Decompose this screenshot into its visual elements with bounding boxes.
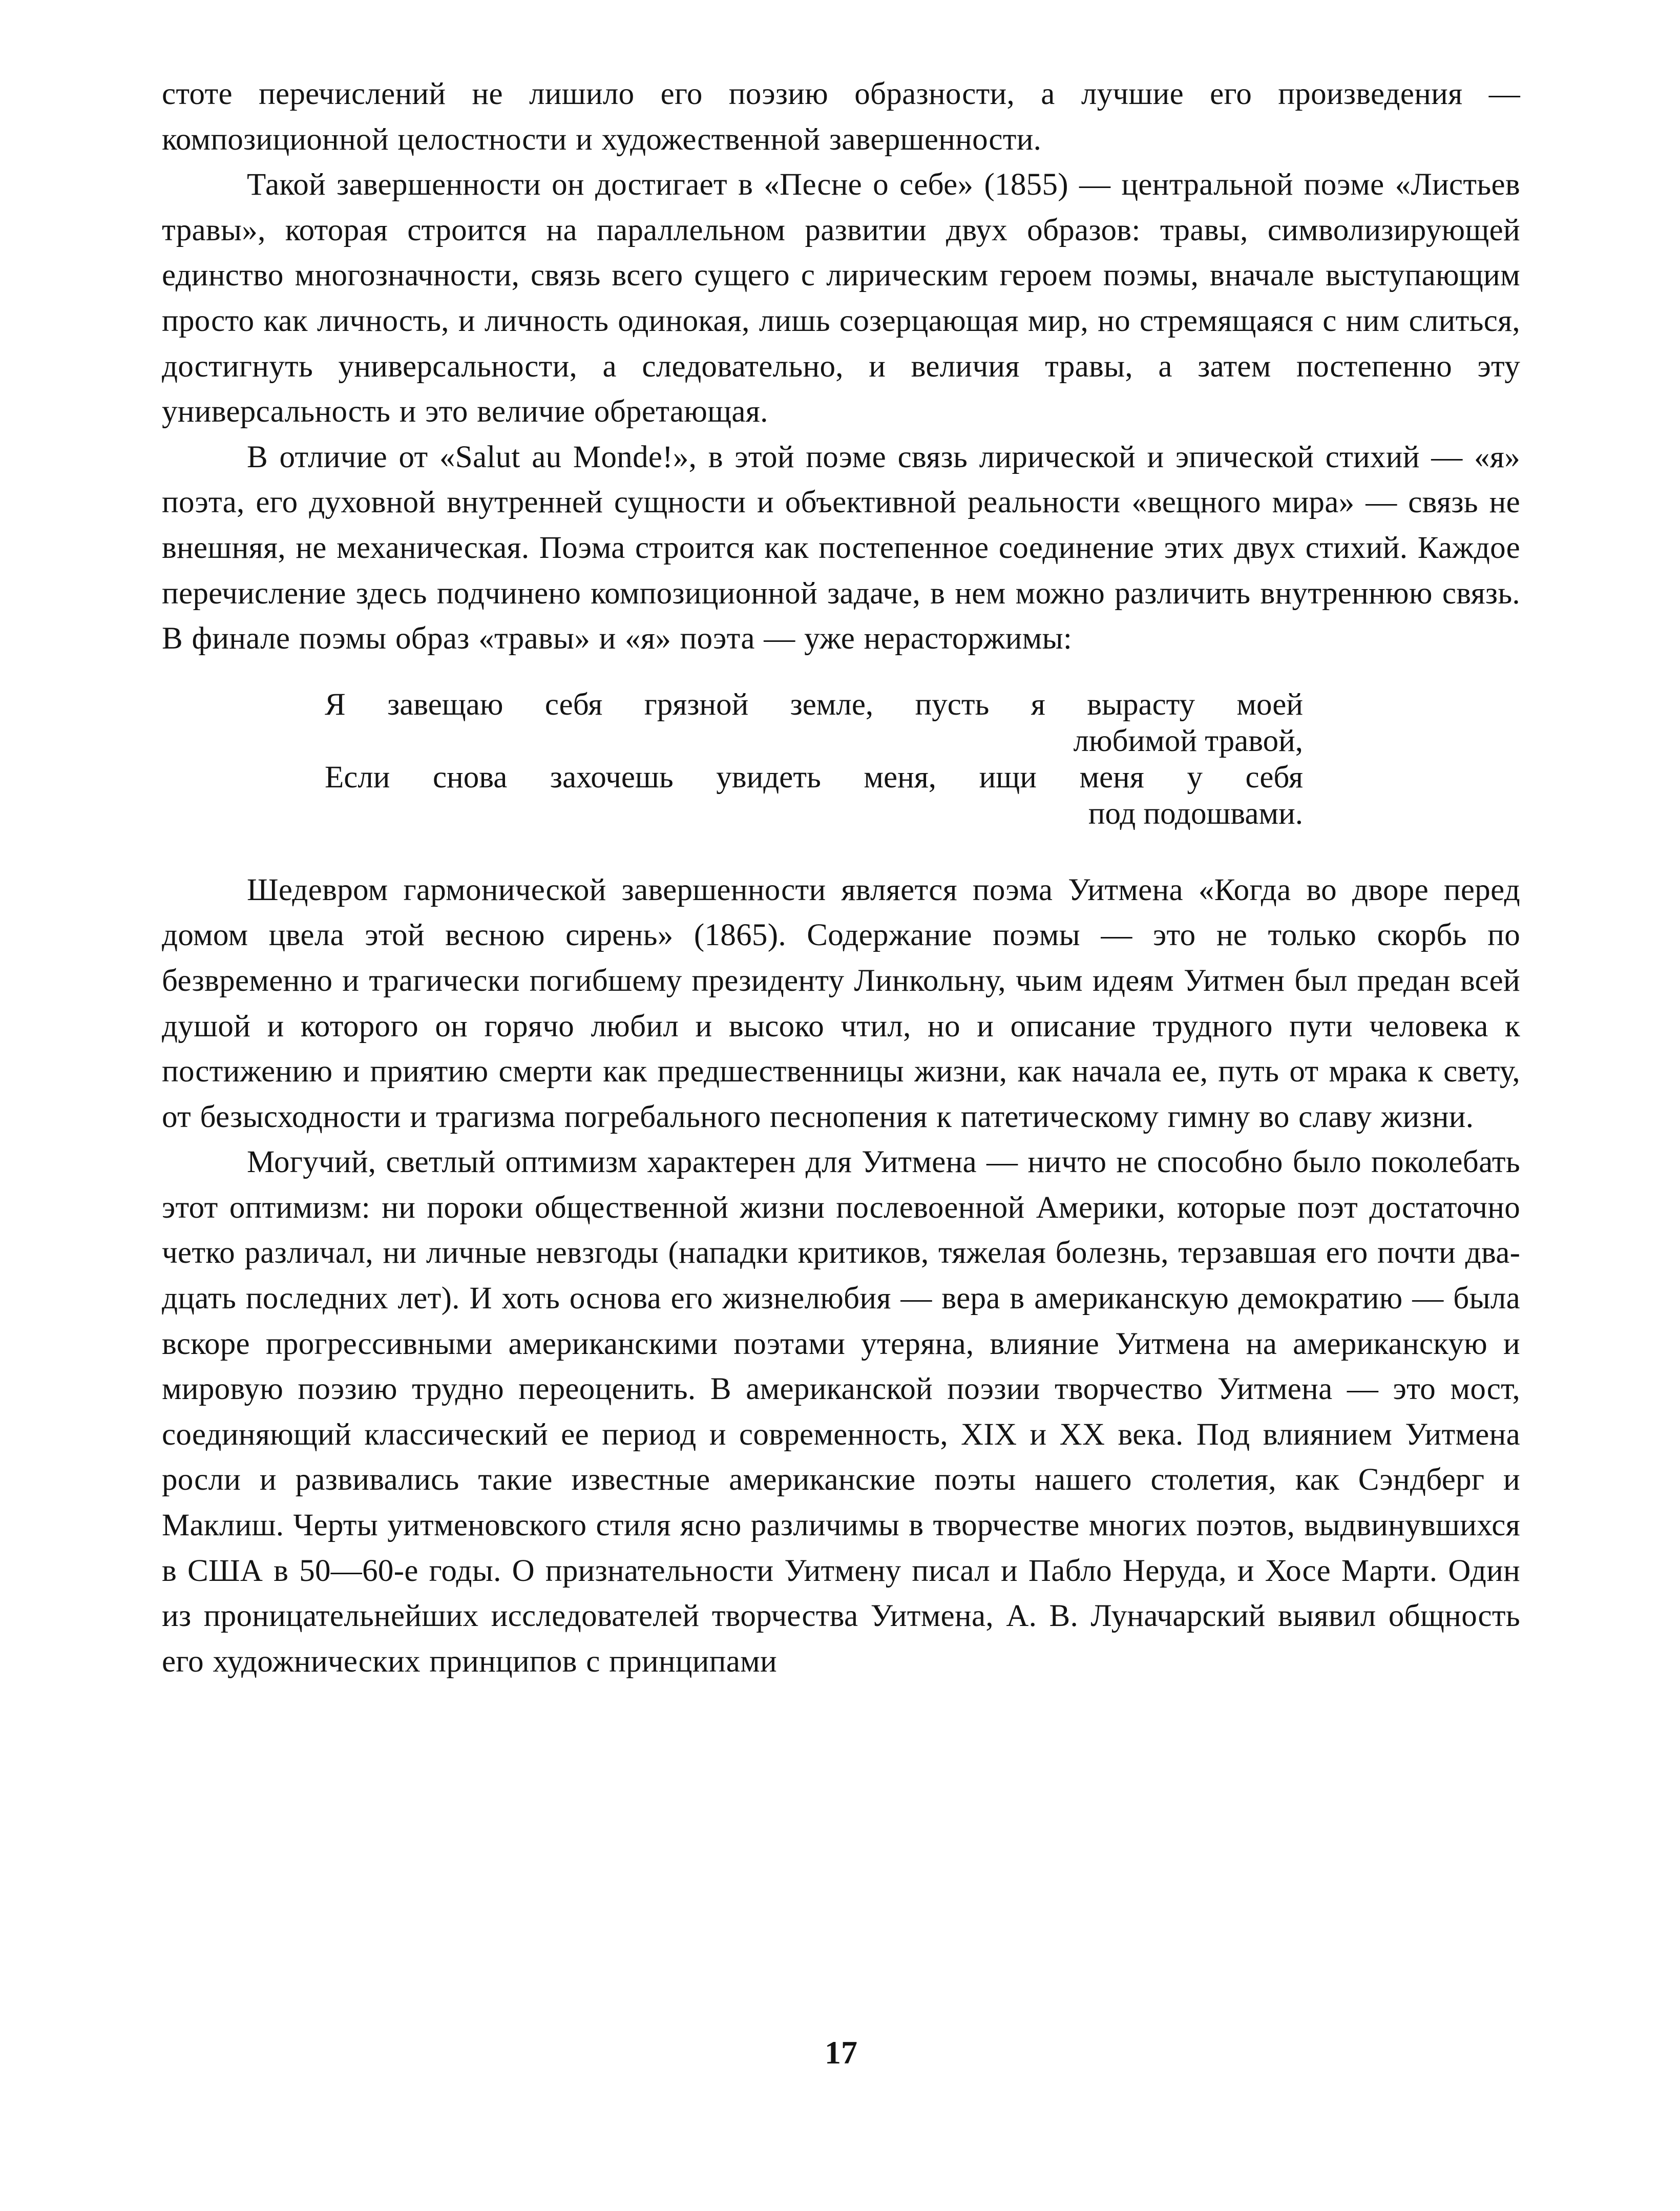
paragraph-lilacs: Шедевром гармонической завершенности является поэма Уитмена «Когда во дворе перед домом цвела этой весною сирень» (1865). Содержание поэмы — это не только скорбь по безвременно и трагически погибшему президенту Линкольну, чьим идеям Уитмен был предан всей душой и которого он горячо любил и высоко чтил, но и описание трудного пути человека к постижению и приятию смерти как предшественницы жизни, как начала ее, путь от мрака к свету, от безысходности и трагизма погребального песнопения к патетическому гимну во славу жизни. xyxy=(162,872,1520,1134)
paragraph-song-of-myself: Такой завершенности он достигает в «Песне о себе» (1855) — центральной поэме «Листьев травы», которая строится на параллельном развитии двух образов: травы, символизирующей единство многозначности, связь всего сущего с лирическим героем поэмы, вначале выступающим просто как личность, и личность одинокая, лишь созерцающая мир, но стремящаяся с ним слиться, достигнуть универсальности, а следовательно, и величия травы, а затем постепенно эту универсальность и это величие обретающая. xyxy=(162,168,1520,429)
page-number: 17 xyxy=(825,2034,857,2071)
verse-line-continuation: любимой травой, xyxy=(1073,723,1303,758)
book-page xyxy=(162,72,1520,2172)
paragraph-salut-au-monde: В отличие от «Salut au Monde!», в этой поэме связь лирической и эпической стихий — «я» поэта, его духовной внутренней сущности и объективной реальности «вещного мира» — связь не внешняя, не механическая. Поэма строится как постепенное соединение этих двух стихий. Каждое перечисление здесь подчинено композиционной задаче, в нем можно различить внутреннюю связь. В финале поэмы образ «травы» и «я» поэта — уже нерасторжимы: xyxy=(162,440,1520,656)
verse-line: Я завещаю себя грязной земле, пусть я вырасту моей xyxy=(325,687,1303,722)
verse-line-continuation: под подошвами. xyxy=(1088,796,1303,831)
verse-quote xyxy=(325,686,1303,832)
verse-line: Если снова захочешь увидеть меня, ищи меня у себя xyxy=(325,760,1303,795)
paragraph-continuation: стоте перечислений не лишило его поэзию образности, а лучшие его произведения — композиционной целостности и художественной завершенности. xyxy=(162,77,1520,157)
paragraph-optimism: Могучий, светлый оптимизм характерен для Уитмена — ничто не способно было поколебать этот оптимизм: ни пороки общественной жизни послевоенной Америки, которые поэт достаточно четко различал, ни личные невзгоды (нападки критиков, тяжелая болезнь, терзавшая его почти двадцать последних лет). И хоть основа его жизнелюбия — вера в американскую демократию — была вскоре прогрессивными американскими поэтами утеряна, влияние Уитмена на американскую и мировую поэзию трудно переоценить. В американской поэзии творчество Уитмена — это мост, соединяющий классический ее период и современность, XIX и XX века. Под влиянием Уитмена росли и развивались такие известные американские поэты нашего столетия, как Сэндберг и Маклиш. Черты уитменовского стиля ясно различимы в творчестве многих поэтов, выдвинувшихся в США в 50—60-е годы. О признательности Уитмену писал и Пабло Неруда, и Хосе Марти. Один из проницательнейших исследователей творчества Уитмена, А. В. Луначарский выявил общность его художнических принципов с принципами xyxy=(162,1145,1520,1679)
